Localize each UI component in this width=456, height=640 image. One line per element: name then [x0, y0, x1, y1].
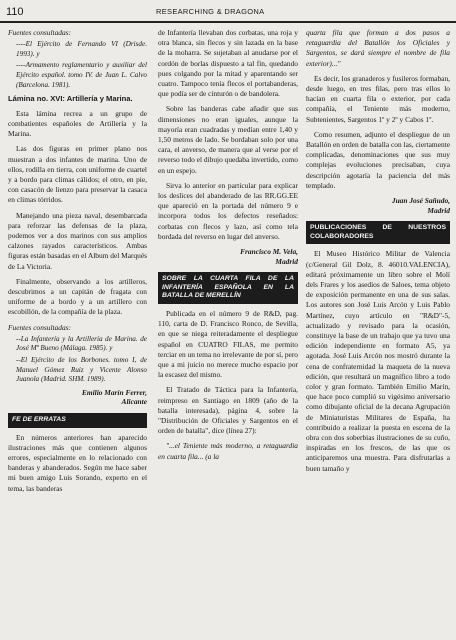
author-signature [306, 196, 450, 215]
column-2 [158, 28, 298, 467]
paragraph: En números anteriores han aparecido ilustraciones más que contienen algunos errores, especialmente en lo relacionado con banderas y abanderados. Según me hace saber mi buen amigo Luis Sorando, experto en el tema, las banderas [8, 432, 147, 493]
source-reference: --La Infantería y la Artillería de Marina. de José Mª Bueno (Málaga. 1985). y [16, 334, 147, 353]
author-city: Madrid [427, 205, 450, 215]
quote-paragraph: "...el Teniente más moderno, a retaguardia en cuarta fila... (a la [158, 441, 298, 461]
author-city: Madrid [275, 256, 298, 266]
paragraph: Las dos figuras en primer plano nos muestran a dos infantes de marina. Uno de ellos, rodilla en tierra, con uniforme de cuartel y a bordo para climas cálidos; el otro, en pie, con casacón de lienzo para preservar la casaca en climas tórridos. [8, 144, 147, 205]
section-heading: Lámina no. XVI: Artillería y Marina. [8, 94, 133, 104]
author-signature [8, 388, 147, 407]
running-title: RESEARCHING & DRAGONA [156, 7, 265, 16]
author-city: Alicante [121, 397, 147, 407]
paragraph: Finalmente, observando a los artilleros, descubrimos a un capitán de fragata con uniforme de a bordo y a un artillero con escobillón, de la compañía de la plaza. [8, 276, 147, 317]
paragraph: Publicada en el número 9 de R&D, pag. 110, carta de D. Francisco Ronco, de Sevilla, en que se niega reiteradamente el despliegue español en CUATRO FILAS, me permito terciar en un tema no irrelevante de por sí, pero que a mi juicio no merece mucho espacio por la escasez del mismo. [158, 309, 298, 380]
column-3 [306, 28, 450, 479]
paragraph: El Museo Histórico Militar de Valencia (c/General Gil Dolz, 8. 46010.VALENCIA), editará próximamente un libro sobre el Molí dels Frares y los asedios de Saloes, tema objeto de exposición permanente en una de sus salas. Los autores son José Luis Arcón y Luis Pablo Martínez, cuyo artículo en "R&D"-5, actualizado y revisado para la ocasión, constituye la base de un trabajo que ya tuvo una edición independiente en formato A5, ya agotada. José Luis Arcón nos mostró durante la cena de confraternidad la maqueta de la nueva edición, que resultará un magnífico libro a todo color y gran formato. También Emilio Marín, que hace poco cumplió su vigésimo aniversario como dibujante oficial de la decana Agrupación de Miniaturistas Militares de España, ha contribuido a realizar la puesta en escena de la obra con dos soberbias ilustraciones de su cuño, inspiradas en los frescos, de las que os anticiparemos una muestra. Para disfrutarlas a buen tamaño y [306, 249, 450, 473]
section-banner: PUBLICACIONES DE NUESTROS COLABORADORES [306, 221, 450, 244]
sources-label: Fuentes consultadas: [8, 28, 72, 37]
column-1 [8, 28, 147, 499]
source-reference: --El Ejército de los Borbones. tomo I, de Manuel Gómez Ruiz y Vicente Alonso Juanola (Madrid. SHM. 1989). [16, 356, 147, 384]
paragraph: Como resumen, adjunto el despliegue de un Batallón en orden de batalla con las, ciertamente complicadas, denominaciones que sus muy complejas evoluciones precisaban, cuya descripción agotaría la paciencia del más templado. [306, 129, 450, 190]
paragraph: de Infantería llevaban dos corbatas, una roja y otra blanca, sin flecos y sin lazada en la base de la moharra. Se sujetaban al anudarse por el cordón de borlas dispuesto a tal fin, quedando pues colgando por la mitad y aparentando ser cuatro. Tampoco tenía flecos el portabanderas, que podía ser de cinturón o de bandolera. [158, 28, 298, 99]
section-banner: SOBRE LA CUARTA FILA DE LA INFANTERÍA ESPAÑOLA EN LA BATALLA DE MERELLÍN [158, 272, 298, 304]
source-reference: ----El Ejército de Fernando VI (Drisde. 1993). y [16, 40, 147, 58]
author-signature [158, 247, 298, 266]
header-rule [0, 21, 456, 23]
author-name: Francisco M. Vela, [240, 247, 298, 257]
paragraph: Sirva lo anterior en particular para explicar los deslices del abanderado de las RR.GG.EE que apareció en la portada del número 9 e incorpora todos los defectos reseñados: corbatas con flecos y lazo, así como tela bordada del reverso en lugar del anverso. [158, 180, 298, 241]
sources-label: Fuentes consultadas: [8, 322, 72, 332]
paragraph: Sobre las banderas cabe añadir que sus dimensiones no eran iguales, aunque la mayoría eran cuadradas y medían entre 1,40 y 1,50 metros de lado. Se bordaban solo por una cara, el anverso, de manera que al verse por el reverso todo el dibujo quedaba invertido, como en un espejo. [158, 104, 298, 175]
author-name: Emilio Marín Ferrer, [81, 387, 147, 397]
author-name: Juan José Sañudo, [391, 196, 450, 206]
page-number: 110 [6, 6, 24, 18]
paragraph: Esta lámina recrea a un grupo de combatientes españoles de Artillería y la Marina. [8, 108, 147, 139]
section-banner: FE DE ERRATAS [8, 413, 147, 428]
quote-paragraph: quarta fila que forman a dos pasos a retaguardia del Batallón los Oficiales y Sargentos, se dará siempre el nombre de fila exterior)..." [306, 28, 450, 68]
paragraph: Es decir, los granaderos y fusileros formaban, desde luego, en tres filas, pero tras ellos lo hacían en cuarta fila o exterior, por cada compañía, el Teniente más moderno, Subtenientes, Sargentos 1º y 2º y Cabos 1º. [306, 73, 450, 124]
paragraph: El Tratado de Táctica para la Infantería, reimpreso en Santiago en 1809 (año de la batalla interesada), página 4, sobre la "Distribución de Oficiales y Sargentos en el orden de batalla", dice (línea 27): [158, 385, 298, 436]
paragraph: Manejando una pieza naval, desembarcada para reforzar las defensas de la plaza, podemos ver a dos marinos con sus amplios calzones rayados característicos. Ambas figuras están basadas en el Album del Marqués de La Victoria. [8, 210, 147, 271]
source-reference: ----Armamento reglamentario y auxiliar del Ejército español. tomo IV. de Juan L. Calvo (Barcelona. 1981). [16, 61, 147, 89]
